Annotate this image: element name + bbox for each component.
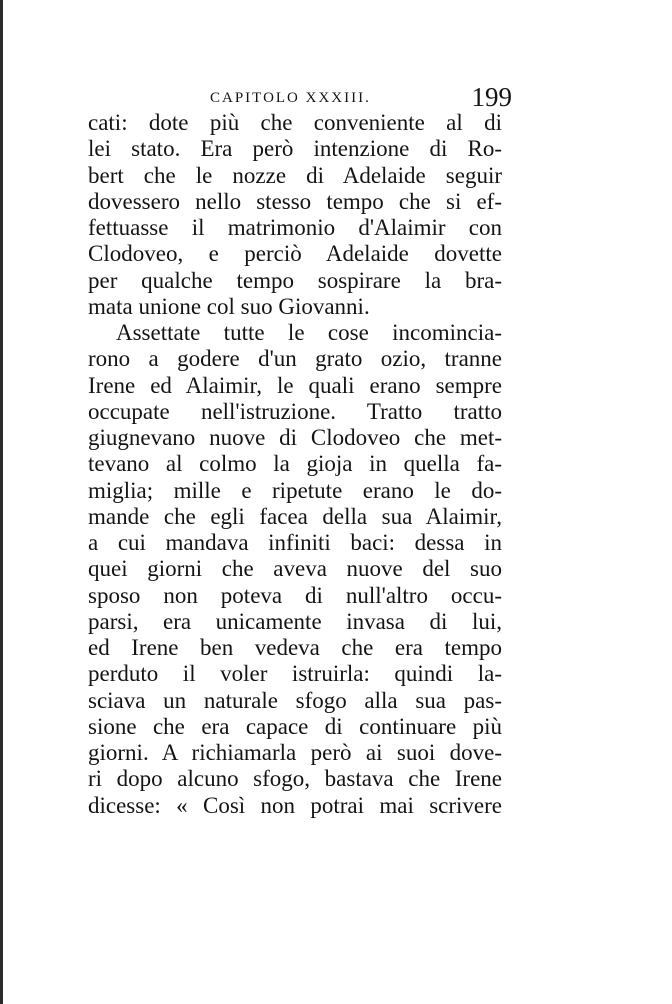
text-line: occupate nell'istruzione. Tratto tratto — [88, 398, 502, 424]
text-line: lei stato. Era però intenzione di Ro- — [88, 136, 502, 162]
page-number: 199 — [471, 82, 512, 112]
running-head: CAPITOLO XXXIII. — [210, 90, 371, 106]
text-line: mande che egli facea della sua Alaimir, — [88, 503, 502, 529]
text-line: Irene ed Alaimir, le quali erano sempre — [88, 372, 502, 398]
text-line: tevano al colmo la gioja in quella fa- — [88, 451, 502, 477]
paragraph — [88, 110, 502, 320]
text-line: quei giorni che aveva nuove del suo — [88, 556, 502, 582]
text-line: sione che era capace di continuare più — [88, 713, 502, 739]
text-line: ed Irene ben vedeva che era tempo — [88, 635, 502, 660]
text-line: per qualche tempo sospirare la bra- — [88, 267, 502, 293]
text-line: dovessero nello stesso tempo che si ef- — [88, 188, 502, 214]
body-text — [88, 110, 502, 819]
text-line: perduto il voler istruirla: quindi la- — [88, 661, 502, 687]
text-line: parsi, era unicamente invasa di lui, — [88, 608, 502, 634]
text-line: giugnevano nuove di Clodoveo che met- — [88, 425, 502, 450]
text-line: a cui mandava infiniti baci: dessa in — [88, 530, 502, 555]
text-line: Clodoveo, e perciò Adelaide dovette — [88, 241, 502, 267]
page-edge-shadow — [0, 0, 3, 1004]
paragraph — [88, 320, 502, 819]
text-line: ri dopo alcuno sfogo, bastava che Irene — [88, 766, 502, 792]
text-line: bert che le nozze di Adelaide seguir — [88, 162, 502, 188]
text-line: giorni. A richiamarla però ai suoi dove- — [88, 740, 502, 765]
text-line: Assettate tutte le cose incomincia- — [116, 320, 502, 345]
text-line: rono a godere d'un grato ozio, tranne — [88, 346, 502, 372]
text-line: dicesse: « Così non potrai mai scrivere — [88, 792, 502, 818]
text-line: cati: dote più che conveniente al di — [88, 110, 502, 135]
text-line: sciava un naturale sfogo alla sua pas- — [88, 687, 502, 713]
text-line: mata unione col suo Giovanni. — [88, 293, 370, 319]
text-line: fettuasse il matrimonio d'Alaimir con — [88, 215, 502, 240]
text-line: sposo non poteva di null'altro occu- — [88, 582, 502, 608]
text-line: miglia; mille e ripetute erano le do- — [88, 477, 502, 503]
